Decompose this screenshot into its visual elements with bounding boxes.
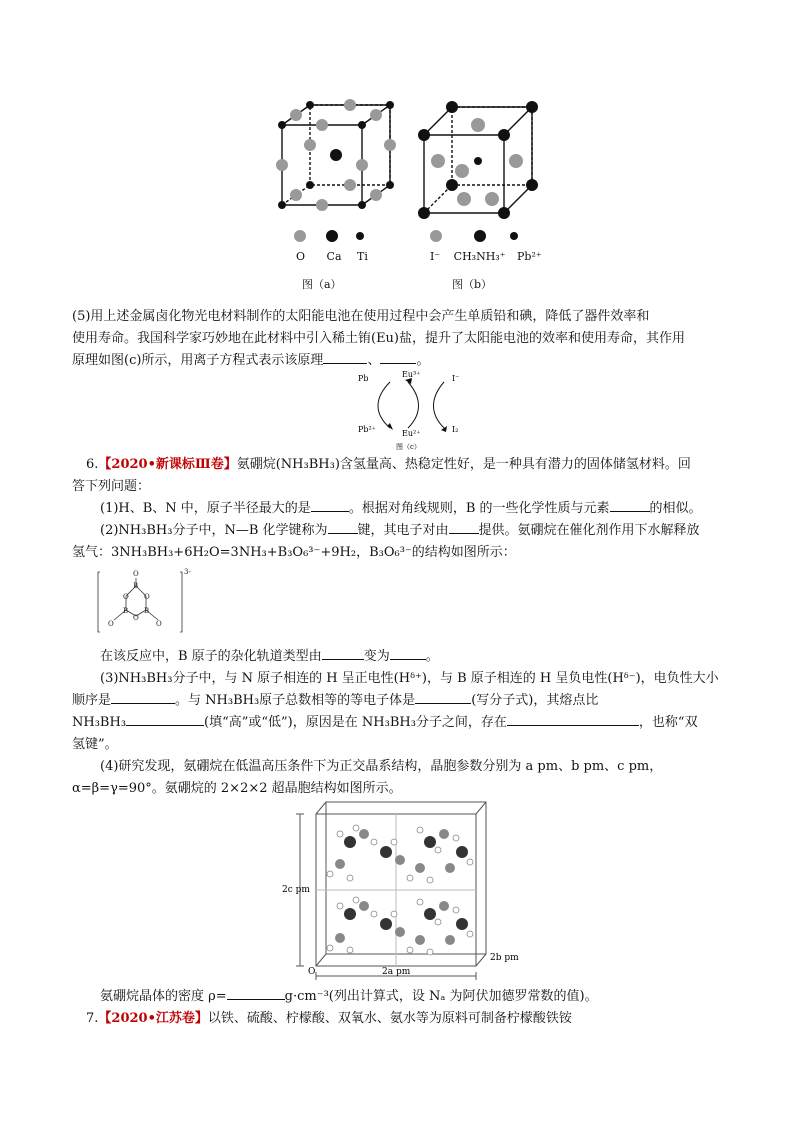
q5-line3: 原理如图(c)所示，用离子方程式表示该原理 [72,353,324,368]
q6-1-blank-1[interactable] [311,499,349,512]
figure-b-legend [428,228,528,244]
label-eu3: Eu³⁺ [402,370,421,379]
q6-number: 6. [86,457,99,472]
q6-2-blank-1[interactable] [328,521,358,534]
q7-source-tag: 【2020•江苏卷】 [98,1011,208,1026]
q6-4-blank-density[interactable] [227,987,285,1000]
svg-text:O: O [144,593,150,601]
figure-b-caption: 图（b） [452,278,493,291]
figure-a-perovskite-cell [270,95,400,220]
cell-b-label: 2b pm [490,953,519,963]
cell-origin-label: O [308,967,316,977]
cell-c-label: 2c pm [282,885,310,895]
label-eu2: Eu²⁺ [402,429,421,438]
q6-2-equation: 氢气：3NH₃BH₃+6H₂O=3NH₃+B₃O₆³⁻+9H₂，B₃O₆³⁻的结构如图所示： [72,545,516,560]
svg-text:O: O [133,614,139,622]
ammonia-borane-supercell [282,798,522,982]
q6-source-tag: 【2020•新课标Ⅲ卷】 [98,457,237,472]
q6-2-blank-3[interactable] [322,647,364,660]
svg-text:O: O [108,620,114,628]
label-pb2: Pb²⁺ [358,425,376,434]
q6-3-line1: (3)NH₃BH₃分子中，与 N 原子相连的 H 呈正电性(Hᵟ⁺)，与 B 原子相连的 H 呈负电性(Hᵟ⁻)，电负性大小 [100,671,719,686]
figure-a-caption: 图（a） [302,278,342,291]
svg-text:O: O [123,593,129,601]
q6-3-blank-3[interactable] [126,713,204,726]
q5-line2: 使用寿命。我国科学家巧妙地在此材料中引入稀土铕(Eu)盐，提升了太阳能电池的效率和使用寿命，其作用 [72,331,686,346]
q6-intro-2: 答下列问题： [72,479,151,494]
q5-blank-2[interactable] [380,351,416,364]
q6-3-blank-4[interactable] [507,713,639,726]
q6-3-blank-1[interactable] [111,691,175,704]
legend-iodide: I⁻ [430,250,441,263]
svg-text:B: B [123,607,129,615]
legend-o: O [296,250,306,263]
q7-number: 7. [86,1011,99,1026]
q6-2-blank-4[interactable] [390,647,426,660]
legend-ca: Ca [326,250,342,263]
q6-1-blank-2[interactable] [610,499,650,512]
q5-blank-1[interactable] [323,351,367,364]
q5-line1: (5)用上述金属卤化物光电材料制作的太阳能电池在使用过程中会产生单质铅和碘，降低了器件效率和 [72,309,650,324]
figure-a-legend [292,228,372,244]
label-pb: Pb [358,374,369,383]
ring-charge: 3- [184,568,191,576]
q6-4-line1: (4)研究发现，氨硼烷在低温高压条件下为正交晶系结构，晶胞参数分别为 a pm、b pm、c pm， [100,759,663,774]
q6-4-line2: α=β=γ=90°。氨硼烷的 2×2×2 超晶胞结构如图所示。 [72,781,402,796]
q6-3-line4: 氢键”。 [72,737,118,752]
legend-ti: Ti [357,250,368,263]
figure-c-redox-cycle [356,368,476,452]
legend-methylammonium: CH₃NH₃⁺ [453,250,506,263]
svg-text:O: O [156,620,162,628]
figure-c-caption: 图（c） [396,443,421,451]
svg-text:B: B [133,582,139,590]
svg-text:O: O [133,570,139,578]
q6-intro: 氨硼烷(NH₃BH₃)含氢量高、热稳定性好，是一种具有潜力的固体储氢材料。回 [236,457,691,472]
q6-3-blank-2[interactable] [415,691,471,704]
figure-b-perovskite-cell [412,95,542,220]
legend-lead: Pb²⁺ [517,250,542,263]
label-iodine: I₂ [452,425,459,434]
b3o6-ring-structure [96,566,196,638]
q6-2-blank-2[interactable] [449,521,479,534]
label-iodide: I⁻ [452,374,460,383]
q7-text: 以铁、硫酸、柠檬酸、双氧水、氨水等为原料可制备柠檬酸铁铵 [207,1011,572,1026]
cell-a-label: 2a pm [382,967,411,977]
svg-text:B: B [144,607,150,615]
